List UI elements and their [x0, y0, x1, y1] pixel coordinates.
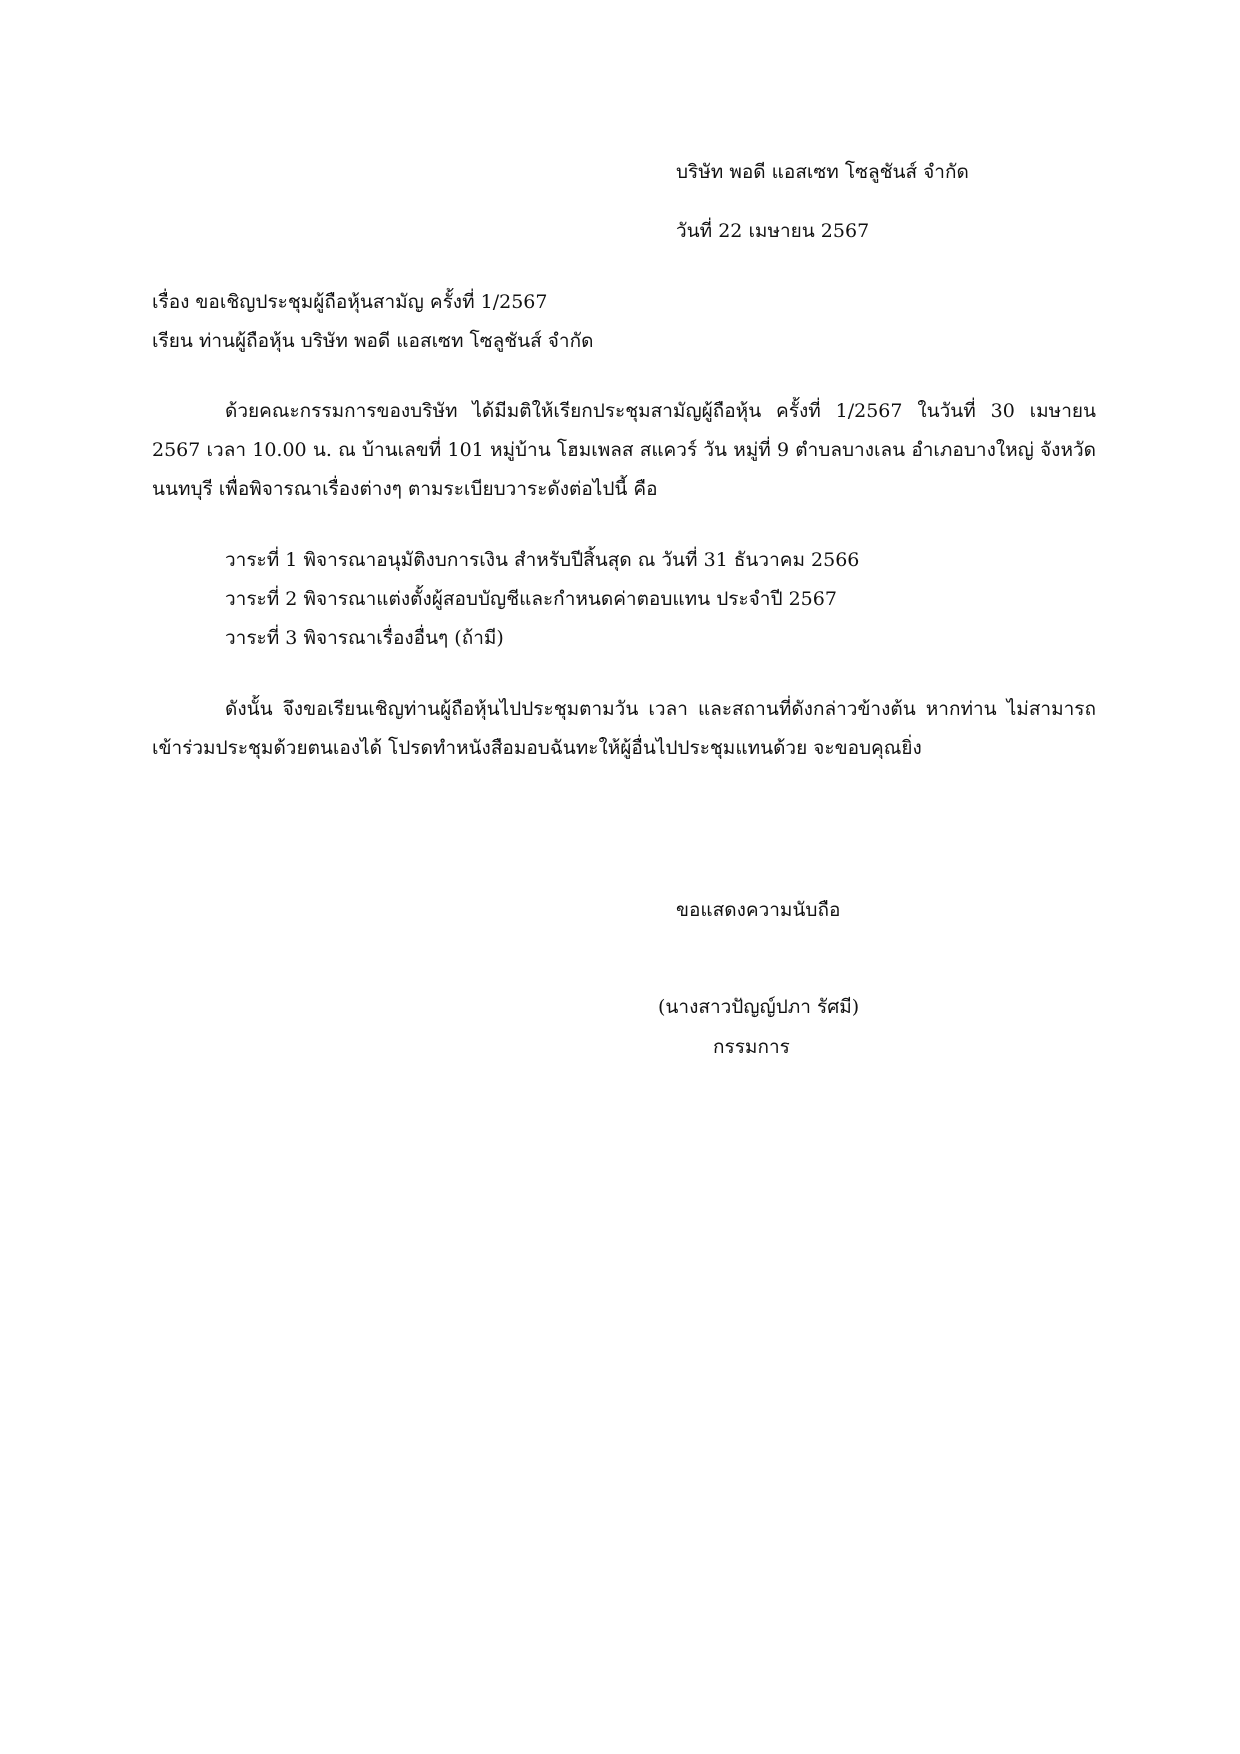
- letter-subject: เรื่อง ขอเชิญประชุมผู้ถือหุ้นสามัญ ครั้งที่ 1/2567: [152, 291, 548, 313]
- company-name: บริษัท พอดี แอสเซท โซลูชันส์ จำกัด: [676, 161, 969, 183]
- agenda-item-1: วาระที่ 1 พิจารณาอนุมัติงบการเงิน สำหรับปีสิ้นสุด ณ วันที่ 31 ธันวาคม 2566: [225, 549, 860, 571]
- closing-salutation: ขอแสดงความนับถือ: [676, 899, 841, 921]
- letter-date: วันที่ 22 เมษายน 2567: [676, 220, 870, 242]
- agenda-item-2: วาระที่ 2 พิจารณาแต่งตั้งผู้สอบบัญชีและกำหนดค่าตอบแทน ประจำปี 2567: [225, 588, 837, 610]
- agenda-item-3: วาระที่ 3 พิจารณาเรื่องอื่นๆ (ถ้ามี): [225, 627, 504, 649]
- body-paragraph-2: ดังนั้น จึงขอเรียนเชิญท่านผู้ถือหุ้นไปประชุมตามวัน เวลา และสถานที่ดังกล่าวข้างต้น หากท่าน ไม่สามารถเข้าร่วมประชุมด้วยตนเองได้ โปรดทำหนังสือมอบฉันทะให้ผู้อื่นไปประชุมแทนด้วย จะขอบคุณยิ่ง: [152, 698, 1096, 759]
- body-paragraph-1: ด้วยคณะกรรมการของบริษัท ได้มีมติให้เรียกประชุมสามัญผู้ถือหุ้น ครั้งที่ 1/2567 ในวันที่ 30 เมษายน 2567 เวลา 10.00 น. ณ บ้านเลขที่ 101 หมู่บ้าน โฮมเพลส สแควร์ วัน หมู่ที่ 9 ตำบลบางเลน อำเภอบางใหญ่ จังหวัดนนทบุรี เพื่อพิจารณาเรื่องต่างๆ ตามระเบียบวาระดังต่อไปนี้ คือ: [152, 400, 1096, 500]
- letter-recipient: เรียน ท่านผู้ถือหุ้น บริษัท พอดี แอสเซท โซลูชันส์ จำกัด: [152, 330, 594, 352]
- signer-title: กรรมการ: [713, 1036, 790, 1058]
- signer-name: (นางสาวปัญญ์ปภา รัศมี): [658, 996, 860, 1018]
